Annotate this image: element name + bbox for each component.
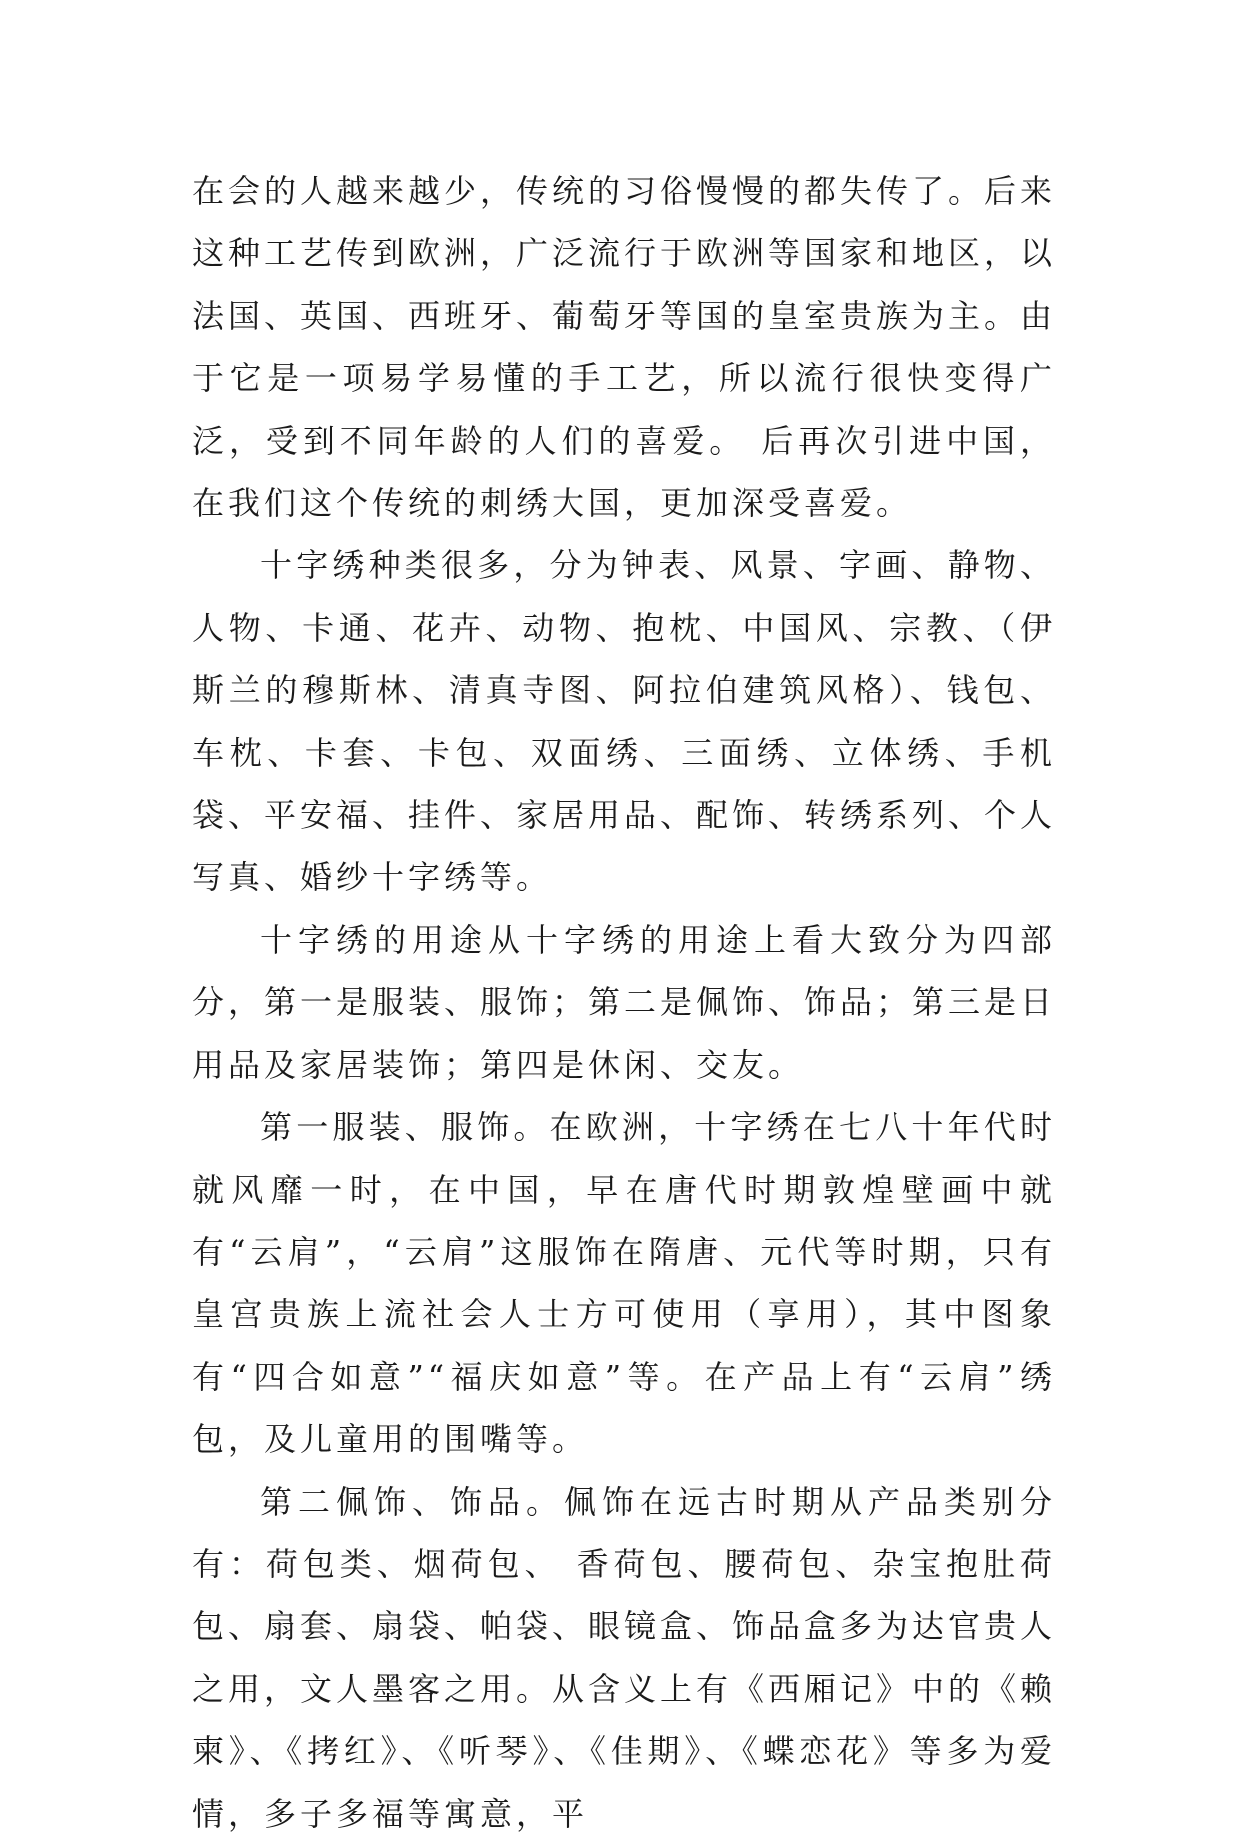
- document-body: [192, 160, 1056, 1845]
- paragraph-accessories: 第二佩饰、饰品。佩饰在远古时期从产品类别分有：荷包类、烟荷包、 香荷包、腰荷包、杂宝抱肚荷包、扇套、扇袋、帕袋、眼镜盒、饰品盒多为达官贵人之用，文人墨客之用。从含义上有《西厢记》中的《赖柬》、《拷红》、《听琴》、《佳期》、《蝶恋花》等多为爱情，多子多福等寓意，平: [192, 1482, 1057, 1833]
- paragraph-continued-history: 在会的人越来越少，传统的习俗慢慢的都失传了。后来这种工艺传到欧洲，广泛流行于欧洲等国家和地区，以法国、英国、西班牙、葡萄牙等国的皇室贵族为主。由于它是一项易学易懂的手工艺，所以流行很快变得广泛，受到不同年龄的人们的喜爱。 后再次引进中国，在我们这个传统的刺绣大国，更加深受喜爱。: [192, 172, 1057, 523]
- paragraph-clothing: 第一服装、服饰。在欧洲，十字绣在七八十年代时就风靡一时，在中国，早在唐代时期敦煌壁画中就有“云肩”，“云肩”这服饰在隋唐、元代等时期，只有皇宫贵族上流社会人士方可使用（享用），其中图象有“四合如意”“福庆如意”等。在产品上有“云肩”绣包，及儿童用的围嘴等。: [192, 1108, 1056, 1459]
- paragraph-uses-overview: 十字绣的用途从十字绣的用途上看大致分为四部分，第一是服装、服饰；第二是佩饰、饰品；第三是日用品及家居装饰；第四是休闲、交友。: [192, 920, 1057, 1084]
- paragraph-types: 十字绣种类很多，分为钟表、风景、字画、静物、人物、卡通、花卉、动物、抱枕、中国风、宗教、（伊斯兰的穆斯林、清真寺图、阿拉伯建筑风格）、钱包、车枕、卡套、卡包、双面绣、三面绣、立体绣、手机袋、平安福、挂件、家居用品、配饰、转绣系列、个人写真、婚纱十字绣等。: [192, 546, 1057, 897]
